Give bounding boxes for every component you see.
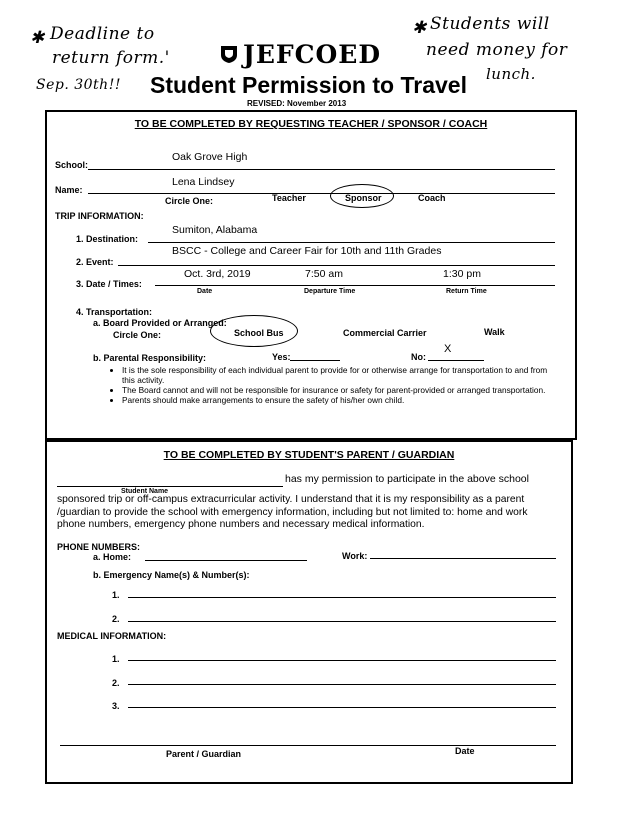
students-note-line1: Students will: [430, 14, 550, 34]
name-field-line: [88, 193, 555, 194]
home-field-line[interactable]: [145, 560, 307, 561]
transport-walk[interactable]: Walk: [484, 327, 505, 337]
date-value[interactable]: Oct. 3rd, 2019: [184, 268, 251, 280]
emergency-field-line[interactable]: [128, 597, 556, 598]
school-field-line: [88, 169, 555, 170]
return-caption: Return Time: [446, 288, 487, 295]
name-label: Name:: [55, 185, 83, 195]
emergency-label: b. Emergency Name(s) & Number(s):: [93, 570, 250, 580]
bullet-item: • The Board cannot and will not be responsible for insurance or safety for parent-provided or arranged transportation.: [122, 385, 550, 395]
school-value[interactable]: Oak Grove High: [172, 151, 248, 163]
student-name-line[interactable]: [57, 486, 283, 487]
medical-field-line[interactable]: [128, 707, 556, 708]
destination-value[interactable]: Sumiton, Alabama: [172, 224, 258, 236]
return-value[interactable]: 1:30 pm: [443, 268, 481, 280]
transport-commercial[interactable]: Commercial Carrier: [343, 328, 427, 338]
board-label: a. Board Provided or Arranged:: [93, 318, 227, 328]
bullet-list: [110, 365, 550, 405]
medical-line-number: 3.: [112, 701, 120, 711]
yes-label: Yes:: [272, 352, 291, 362]
bullet-item: • Parents should make arrangements to ensure the safety of his/her own child.: [122, 395, 550, 405]
asterisk-icon-2: ✱: [412, 18, 427, 38]
medical-label: MEDICAL INFORMATION:: [57, 631, 167, 641]
bullet-item: • It is the sole responsibility of each individual parent to provide for or otherwise arrange for transportation to and from this activity.: [122, 365, 550, 385]
name-value[interactable]: Lena Lindsey: [172, 176, 235, 188]
destination-field-line: [148, 242, 555, 243]
medical-field-line[interactable]: [128, 660, 556, 661]
role-sponsor[interactable]: Sponsor: [345, 193, 382, 203]
shield-icon: [219, 44, 239, 64]
deadline-note-line1: Deadline to: [50, 24, 155, 44]
no-field-line[interactable]: [428, 360, 484, 361]
event-value[interactable]: BSCC - College and Career Fair for 10th and 11th Grades: [172, 245, 442, 257]
departure-value[interactable]: 7:50 am: [305, 268, 343, 280]
permission-text: has my permission to participate in the above school: [285, 473, 529, 485]
event-label: 2. Event:: [76, 257, 114, 267]
medical-line-number: 1.: [112, 654, 120, 664]
departure-caption: Departure Time: [304, 288, 356, 295]
logo-text: JEFCOED: [243, 40, 382, 69]
date-caption: Date: [197, 288, 213, 295]
work-label: Work:: [342, 551, 368, 561]
destination-label: 1. Destination:: [76, 234, 139, 244]
no-label: No:: [411, 352, 426, 362]
teacher-section-heading: TO BE COMPLETED BY REQUESTING TEACHER / SPONSOR / COACH: [134, 118, 488, 130]
transport-school-bus[interactable]: School Bus: [234, 328, 284, 338]
deadline-note-date: Sep. 30th!!: [36, 77, 121, 93]
role-circle-label: Circle One:: [165, 196, 214, 206]
transport-selected-circle: [210, 315, 298, 347]
yes-field-line[interactable]: [290, 360, 340, 361]
revised-date: REVISED: November 2013: [247, 99, 347, 108]
transport-label: 4. Transportation:: [76, 307, 153, 317]
no-mark: X: [444, 343, 452, 355]
students-note-line3: lunch.: [486, 65, 536, 83]
school-label: School:: [55, 160, 88, 170]
student-name-caption: Student Name: [121, 488, 169, 495]
trip-info-label: TRIP INFORMATION:: [55, 211, 144, 221]
parent-section-heading: TO BE COMPLETED BY STUDENT'S PARENT / GUARDIAN: [163, 449, 455, 461]
dates-label: 3. Date / Times:: [76, 279, 142, 289]
permission-paragraph: sponsored trip or off-campus extracurricular activity. I understand that it is my responsibility as a parent /guardian to provide the school with emergency information, including but not limited to: home and work phone numbers, emergency phone numbers and necessary medical information.: [57, 494, 528, 530]
page-title: Student Permission to Travel: [150, 72, 467, 98]
dates-field-line: [155, 285, 555, 286]
students-note-line2: need money for: [426, 40, 568, 60]
emergency-line-number: 2.: [112, 614, 120, 624]
signature-line[interactable]: [60, 745, 556, 746]
transport-circle-label: Circle One:: [113, 330, 162, 340]
event-field-line: [118, 265, 555, 266]
signature-date-caption: Date: [455, 746, 475, 756]
role-coach[interactable]: Coach: [418, 193, 446, 203]
deadline-note-line2: return form.': [52, 48, 170, 68]
emergency-field-line[interactable]: [128, 621, 556, 622]
parental-label: b. Parental Responsibility:: [93, 353, 207, 363]
home-label: a. Home:: [93, 552, 132, 562]
work-field-line[interactable]: [370, 558, 556, 559]
emergency-line-number: 1.: [112, 590, 120, 600]
role-teacher[interactable]: Teacher: [272, 193, 306, 203]
role-selected-circle: [330, 184, 394, 208]
medical-line-number: 2.: [112, 678, 120, 688]
phone-label: PHONE NUMBERS:: [57, 542, 141, 552]
parent-guardian-caption: Parent / Guardian: [166, 749, 242, 759]
asterisk-icon: ✱: [30, 28, 45, 48]
medical-field-line[interactable]: [128, 684, 556, 685]
